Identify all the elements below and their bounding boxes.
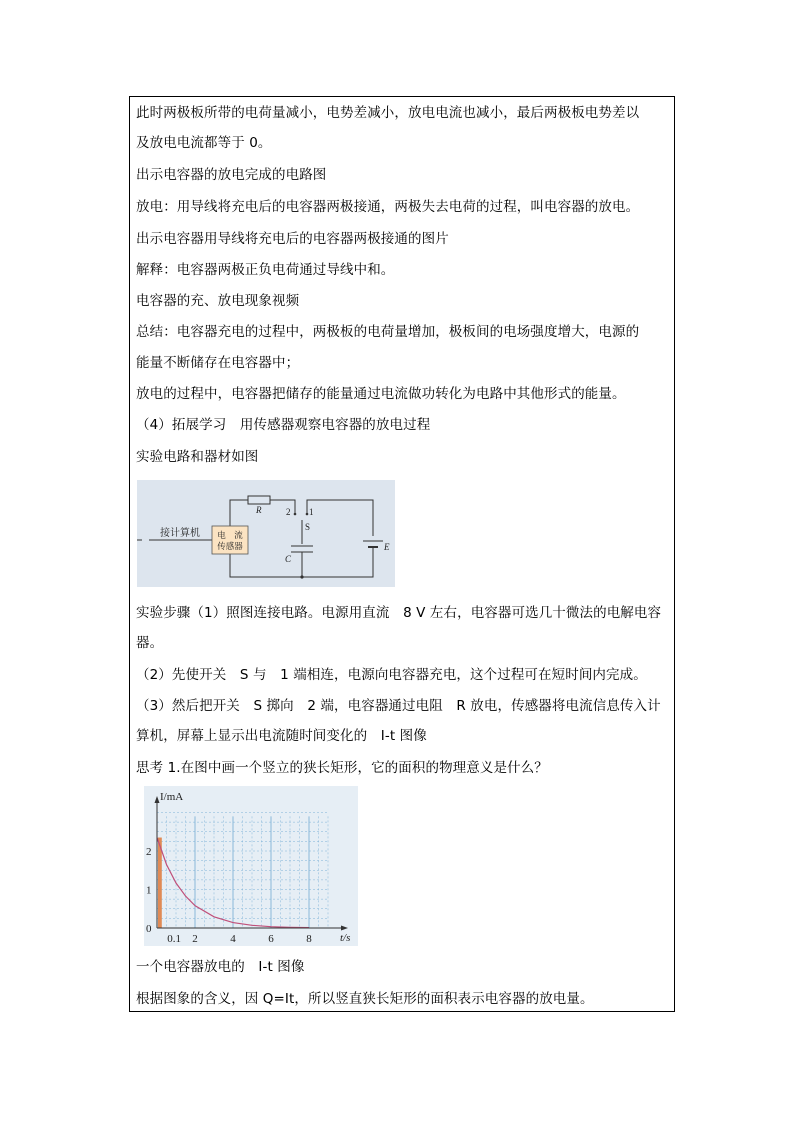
sensor-label-line2: 传感器 <box>217 541 243 551</box>
paragraph-experiment-intro: 实验电路和器材如图 <box>136 449 259 465</box>
x-tick-label: 0.1 <box>167 933 181 945</box>
x-tick-label: 2 <box>192 933 198 945</box>
terminal-2-label: 2 <box>286 507 291 517</box>
paragraph-step1-line1: 实验步骤（1）照图连接电路。电源用直流 8 V 左右，电容器可选几十微法的电解电容 <box>136 605 662 621</box>
resistor-symbol <box>248 496 270 504</box>
x-axis-label: t/s <box>340 932 351 944</box>
sensor-label-line1: 电 流 <box>217 530 243 540</box>
paragraph-step1-line2: 器。 <box>136 635 164 651</box>
computer-label: 接计算机 <box>160 528 200 539</box>
paragraph-summary-line2: 能量不断储存在电容器中； <box>136 355 300 371</box>
y-tick-label: 0 <box>146 923 152 935</box>
paragraph-explanation: 解释：电容器两极正负电荷通过导线中和。 <box>136 262 395 278</box>
resistor-label: R <box>256 505 262 515</box>
y-axis-label: I/mA <box>160 791 184 803</box>
junction-dot <box>300 575 303 578</box>
circuit-diagram <box>137 480 395 587</box>
paragraph-video: 电容器的充、放电现象视频 <box>136 293 300 309</box>
paragraph-show-circuit: 出示电容器的放电完成的电路图 <box>136 167 327 183</box>
battery-label: E <box>384 542 390 552</box>
paragraph-step2: （2）先使开关 S 与 1 端相连，电源向电容器充电，这个过程可在短时间内完成。 <box>136 667 647 683</box>
paragraph-discharge-description-line2: 及放电电流都等于 0。 <box>136 135 272 151</box>
paragraph-extended-study: （4）拓展学习 用传感器观察电容器的放电过程 <box>136 417 431 433</box>
x-tick-label: 8 <box>306 933 312 945</box>
paragraph-discharge-definition: 放电：用导线将充电后的电容器两极接通，两极失去电荷的过程，叫电容器的放电。 <box>136 199 640 215</box>
paragraph-show-picture: 出示电容器用导线将充电后的电容器两极接通的图片 <box>136 231 449 247</box>
paragraph-energy-conversion: 放电的过程中，电容器把储存的能量通过电流做功转化为电路中其他形式的能量。 <box>136 386 626 402</box>
x-tick-label: 4 <box>230 933 236 945</box>
y-tick-label: 1 <box>146 884 152 897</box>
paragraph-step3-line1: （3）然后把开关 S 掷向 2 端，电容器通过电阻 R 放电，传感器将电流信息传入计 <box>136 698 661 714</box>
paragraph-think-question: 思考 1.在图中画一个竖立的狭长矩形，它的面积的物理意义是什么？ <box>136 760 548 776</box>
paragraph-conclusion: 根据图象的含义，因 Q=It，所以竖直狭长矩形的面积表示电容器的放电量。 <box>136 991 594 1007</box>
paragraph-step3-line2: 算机，屏幕上显示出电流随时间变化的 I-t 图像 <box>136 728 427 744</box>
terminal-2-dot <box>294 513 297 516</box>
graph-caption: 一个电容器放电的 I-t 图像 <box>136 959 305 975</box>
capacitor-label: C <box>285 554 292 564</box>
terminal-1-dot <box>306 513 309 516</box>
x-tick-label: 6 <box>268 933 274 945</box>
terminal-1-label: 1 <box>309 507 314 517</box>
y-tick-label: 2 <box>146 846 152 858</box>
switch-label: S <box>305 522 311 532</box>
paragraph-discharge-description-line1: 此时两极板所带的电荷量减小，电势差减小，放电电流也减小，最后两极板电势差以 <box>136 105 640 121</box>
i-t-graph <box>144 786 358 946</box>
paragraph-summary-line1: 总结：电容器充电的过程中，两极板的电荷量增加，极板间的电场强度增大，电源的 <box>136 324 640 340</box>
